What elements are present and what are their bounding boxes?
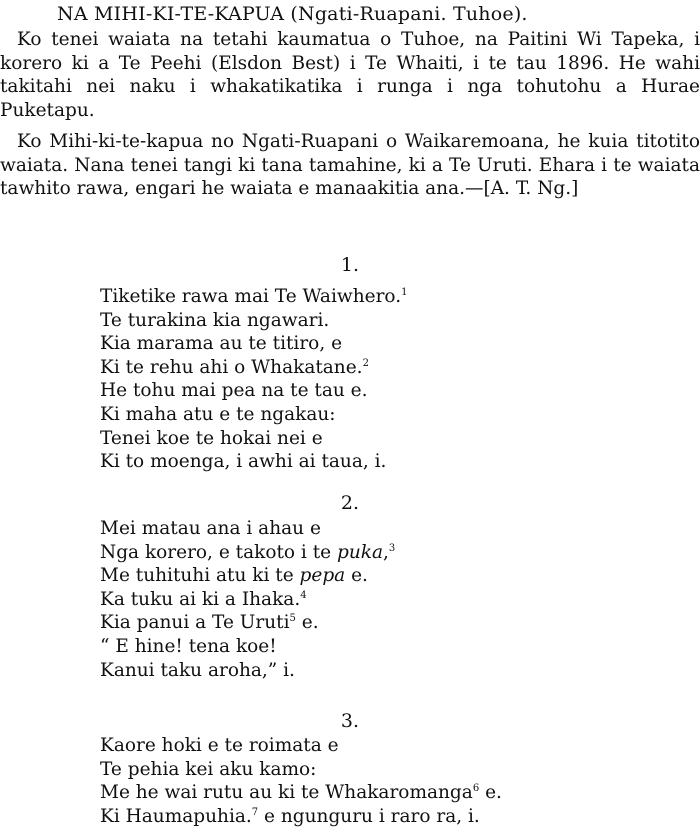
verse-italic-word: pepa (299, 565, 346, 587)
intro-paragraph: Ko tenei waiata na tetahi kaumatua o Tuhoe, na Paitini Wi Tapeka, i korero ki a Te Peehi (Elsdon Best) i Te Whaiti, i te tau 1896. He wahi takitahi nei naku i whakatikatika i runga i nga tohutohu a Hurae Puketapu. (0, 29, 700, 121)
verse-text: Te turakina kia ngawari. (100, 309, 330, 331)
verse-text: Kia marama au te titiro, e (100, 333, 343, 355)
verse-line (100, 805, 502, 829)
verse-text: Te pehia kei aku kamo: (100, 758, 317, 780)
verse-line (100, 332, 408, 356)
verse-text: e ngunguru i raro ra, i. (258, 805, 480, 827)
stanza-2 (100, 517, 395, 682)
verse-line (100, 309, 408, 333)
verse-line (100, 541, 395, 565)
verse-italic-word: puka (336, 541, 383, 563)
verse-text: Me tuhituhi atu ki te (100, 565, 300, 587)
verse-text: He tohu mai pea na te tau e. (100, 380, 368, 402)
footnote-marker: 3 (388, 542, 396, 554)
footnote-marker: 1 (401, 287, 408, 298)
verse-line (100, 734, 502, 758)
verse-line (100, 635, 395, 659)
verse-text: Kanui taku aroha,” i. (100, 659, 295, 681)
verse-text: Mei matau ana i ahau e (100, 518, 321, 539)
verse-line (100, 588, 395, 612)
verse-text: Kia panui a Te Uruti (100, 612, 290, 634)
stanza-number: 2. (340, 492, 360, 514)
verse-text: Me he wai rutu au ki te Whakaromanga (100, 782, 473, 804)
verse-text: Ka tuku ai ki a Ihaka. (100, 588, 301, 610)
verse-text: “ E hine! tena koe! (100, 635, 277, 657)
verse-text: Ki maha atu e te ngakau: (100, 403, 336, 425)
intro-paragraph: Ko Mihi-ki-te-kapua no Ngati-Ruapani o Waikaremoana, he kuia titotito waiata. Nana tenei tangi ki tana tamahine, ki a Te Uruti. Ehara i te waiata tawhito rawa, engari he waiata e manaakitia ana.—[A. T. Ng.] (0, 131, 700, 199)
footnote-marker: 7 (251, 806, 259, 818)
verse-text: Tiketike rawa mai Te Waiwhero. (100, 286, 402, 307)
verse-line (100, 781, 502, 805)
stanza-1 (100, 285, 408, 474)
verse-line (100, 356, 408, 380)
verse-line (100, 564, 395, 588)
footnote-marker: 6 (472, 783, 480, 795)
verse-line (100, 285, 408, 309)
stanza-number: 1. (340, 254, 360, 276)
verse-text: Nga korero, e takoto i te (100, 541, 337, 563)
verse-line (100, 450, 408, 474)
verse-line (100, 379, 408, 403)
verse-line (100, 403, 408, 427)
verse-text: Kaore hoki e te roimata e (100, 735, 339, 756)
footnote-marker: 4 (300, 589, 307, 601)
verse-text: Ki te rehu ahi o Whakatane. (100, 356, 363, 378)
verse-line (100, 611, 395, 635)
verse-text: e. (479, 782, 502, 804)
page-title: NA MIHI-KI-TE-KAPUA (Ngati-Ruapani. Tuhoe). (57, 3, 528, 25)
verse-text: Tenei koe te hokai nei e (100, 427, 323, 449)
footnote-marker: 2 (362, 357, 369, 369)
verse-line (100, 758, 502, 782)
verse-text: Ki to moenga, i awhi ai taua, i. (100, 451, 387, 473)
verse-text: e. (345, 565, 368, 587)
stanza-3 (100, 734, 502, 828)
verse-text: e. (295, 612, 319, 634)
verse-line (100, 517, 395, 541)
verse-line (100, 427, 408, 451)
footnote-marker: 5 (289, 613, 296, 625)
verse-text: , (382, 541, 389, 563)
stanza-number: 3. (340, 710, 360, 732)
verse-line (100, 659, 395, 683)
verse-text: Ki Haumapuhia. (100, 805, 252, 827)
